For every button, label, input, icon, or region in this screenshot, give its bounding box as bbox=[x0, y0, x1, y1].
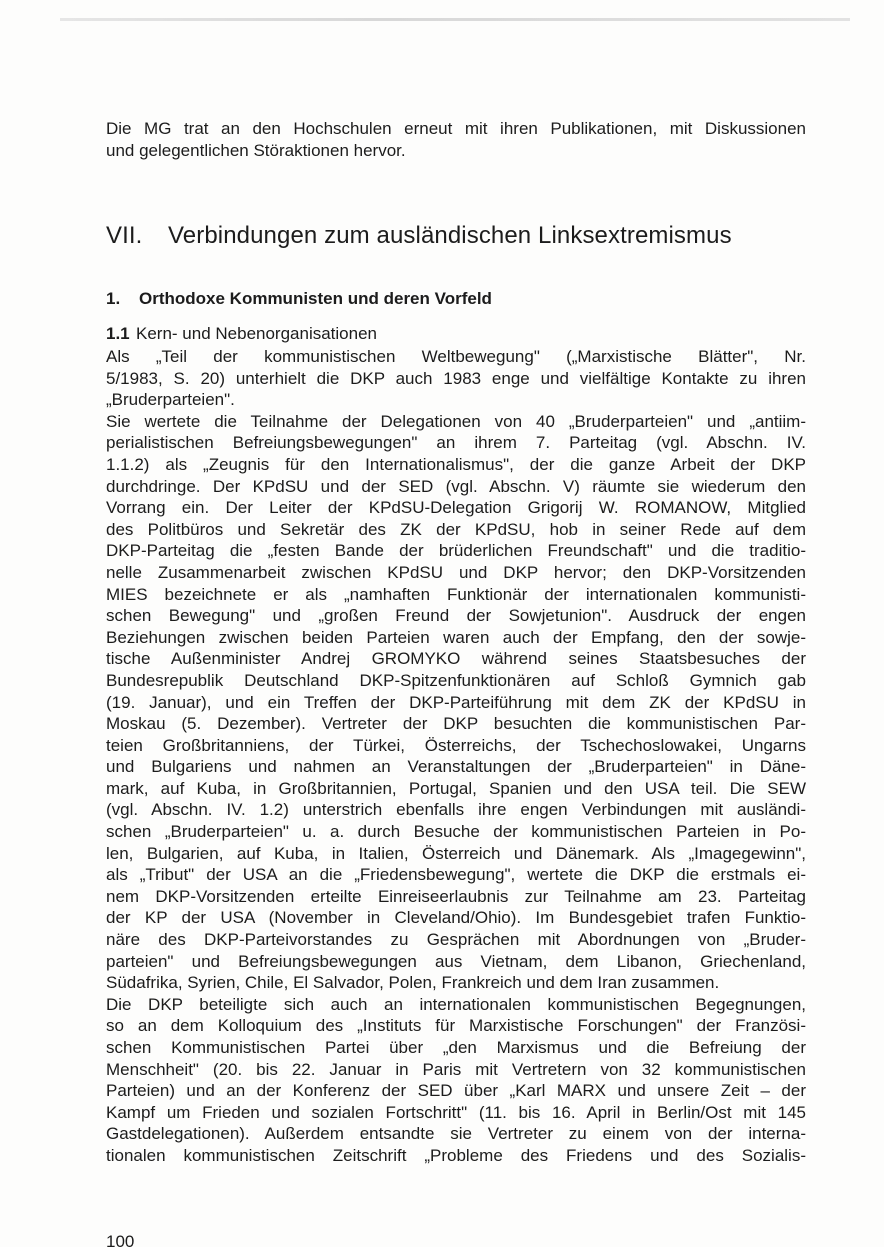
subsubsection-heading bbox=[106, 324, 377, 344]
text-line: der KP der USA (November in Cleveland/Ohio). Im Bundesgebiet trafen Funktio- bbox=[106, 908, 806, 928]
text-line: schen „Bruderparteien" u. a. durch Besuche der kommunistischen Parteien in Po- bbox=[106, 822, 806, 842]
text-line: schen Bewegung" und „großen Freund der Sowjetunion". Ausdruck der engen bbox=[106, 606, 806, 626]
text-line: Südafrika, Syrien, Chile, El Salvador, Polen, Frankreich und dem Iran zusammen. bbox=[106, 973, 720, 993]
text-line: und Bulgariens und nahmen an Veranstaltungen der „Bruderparteien" in Däne- bbox=[106, 757, 806, 777]
text-line: Gastdelegationen). Außerdem entsandte sie Vertreter zu einem von der interna- bbox=[106, 1124, 806, 1144]
text-line: Die MG trat an den Hochschulen erneut mit ihren Publikationen, mit Diskussionen bbox=[106, 119, 806, 138]
top-scan-rule bbox=[60, 18, 850, 21]
subsubsection-number: 1.1 bbox=[106, 324, 130, 343]
text-line: so an dem Kolloquium des „Instituts für Marxistische Forschungen" der Französi- bbox=[106, 1016, 806, 1036]
text-line: DKP-Parteitag die „festen Bande der brüderlichen Freundschaft" und die traditio- bbox=[106, 541, 806, 561]
body-paragraphs bbox=[106, 346, 806, 1167]
section-number: VII. bbox=[106, 222, 143, 249]
text-line: Kampf um Frieden und sozialen Fortschritt" (11. bis 16. April in Berlin/Ost mit 145 bbox=[106, 1102, 806, 1122]
text-line: nem DKP-Vorsitzenden erteilte Einreiseerlaubnis zur Teilnahme am 23. Parteitag bbox=[106, 886, 806, 906]
section-title: Verbindungen zum ausländischen Linksextremismus bbox=[168, 222, 732, 249]
text-line: durchdringe. Der KPdSU und der SED (vgl. Abschn. V) räumte sie wiederum den bbox=[106, 476, 806, 496]
text-line: als „Tribut" der USA an die „Friedensbewegung", wertete die DKP die erstmals ei- bbox=[106, 865, 806, 885]
text-line: Sie wertete die Teilnahme der Delegationen von 40 „Bruderparteien" und „antiim- bbox=[106, 411, 806, 431]
text-line: mark, auf Kuba, in Großbritannien, Portugal, Spanien und den USA teil. Die SEW bbox=[106, 778, 806, 798]
text-line: tionalen kommunistischen Zeitschrift „Probleme des Friedens und des Sozialis- bbox=[106, 1145, 806, 1165]
text-line: näre des DKP-Parteivorstandes zu Gesprächen mit Abordnungen von „Bruder- bbox=[106, 930, 806, 950]
text-line: tische Außenminister Andrej GROMYKO während seines Staatsbesuches der bbox=[106, 649, 806, 669]
text-line: „Bruderparteien". bbox=[106, 390, 235, 410]
text-line: perialistischen Befreiungsbewegungen" an ihrem 7. Parteitag (vgl. Abschn. IV. bbox=[106, 433, 806, 453]
text-line: Als „Teil der kommunistischen Weltbewegung" („Marxistische Blätter", Nr. bbox=[106, 347, 806, 366]
text-line: (19. Januar), und ein Treffen der DKP-Parteiführung mit dem ZK der KPdSU in bbox=[106, 692, 806, 712]
subsection-title: Orthodoxe Kommunisten und deren Vorfeld bbox=[139, 289, 492, 308]
text-line: Beziehungen zwischen beiden Parteien waren auch der Empfang, den der sowje- bbox=[106, 627, 806, 647]
subsection-number: 1. bbox=[106, 289, 121, 308]
page-number: 100 bbox=[106, 1232, 135, 1251]
text-line: Moskau (5. Dezember). Vertreter der DKP besuchten die kommunistischen Par- bbox=[106, 714, 806, 734]
text-line: und gelegentlichen Störaktionen hervor. bbox=[106, 140, 406, 160]
text-line: Die DKP beteiligte sich auch an internationalen kommunistischen Begegnungen, bbox=[106, 994, 806, 1014]
text-line: len, Bulgarien, auf Kuba, in Italien, Österreich und Dänemark. Als „Imagegewinn", bbox=[106, 843, 806, 863]
text-line: des Politbüros und Sekretär des ZK der KPdSU, hob in seiner Rede auf dem bbox=[106, 519, 806, 539]
text-line: Bundesrepublik Deutschland DKP-Spitzenfunktionären auf Schloß Gymnich gab bbox=[106, 670, 806, 690]
text-line: Menschheit" (20. bis 22. Januar in Paris mit Vertretern von 32 kommunistischen bbox=[106, 1059, 806, 1079]
text-line: Parteien) und an der Konferenz der SED über „Karl MARX und unsere Zeit – der bbox=[106, 1081, 806, 1101]
subsubsection-title: Kern- und Nebenorganisationen bbox=[136, 324, 378, 343]
text-line: 1.1.2) als „Zeugnis für den Internationalismus", der die ganze Arbeit der DKP bbox=[106, 454, 806, 474]
text-line: MIES bezeichnete er als „namhaften Funktionär der internationalen kommunisti- bbox=[106, 584, 806, 604]
subsection-heading bbox=[106, 289, 492, 309]
intro-paragraph bbox=[106, 118, 806, 161]
text-line: nelle Zusammenarbeit zwischen KPdSU und DKP hervor; den DKP-Vorsitzenden bbox=[106, 562, 806, 582]
text-line: parteien" und Befreiungsbewegungen aus Vietnam, dem Libanon, Griechenland, bbox=[106, 951, 806, 971]
text-line: schen Kommunistischen Partei über „den Marxismus und die Befreiung der bbox=[106, 1038, 806, 1057]
text-line: (vgl. Abschn. IV. 1.2) unterstrich ebenfalls ihre engen Verbindungen mit ausländi- bbox=[106, 800, 806, 820]
text-line: Vorrang ein. Der Leiter der KPdSU-Delegation Grigorij W. ROMANOW, Mitglied bbox=[106, 498, 806, 518]
text-line: teien Großbritanniens, der Türkei, Österreichs, der Tschechoslowakei, Ungarns bbox=[106, 735, 806, 755]
section-heading bbox=[106, 222, 826, 250]
text-line: 5/1983, S. 20) unterhielt die DKP auch 1983 enge und vielfältige Kontakte zu ihren bbox=[106, 368, 806, 388]
